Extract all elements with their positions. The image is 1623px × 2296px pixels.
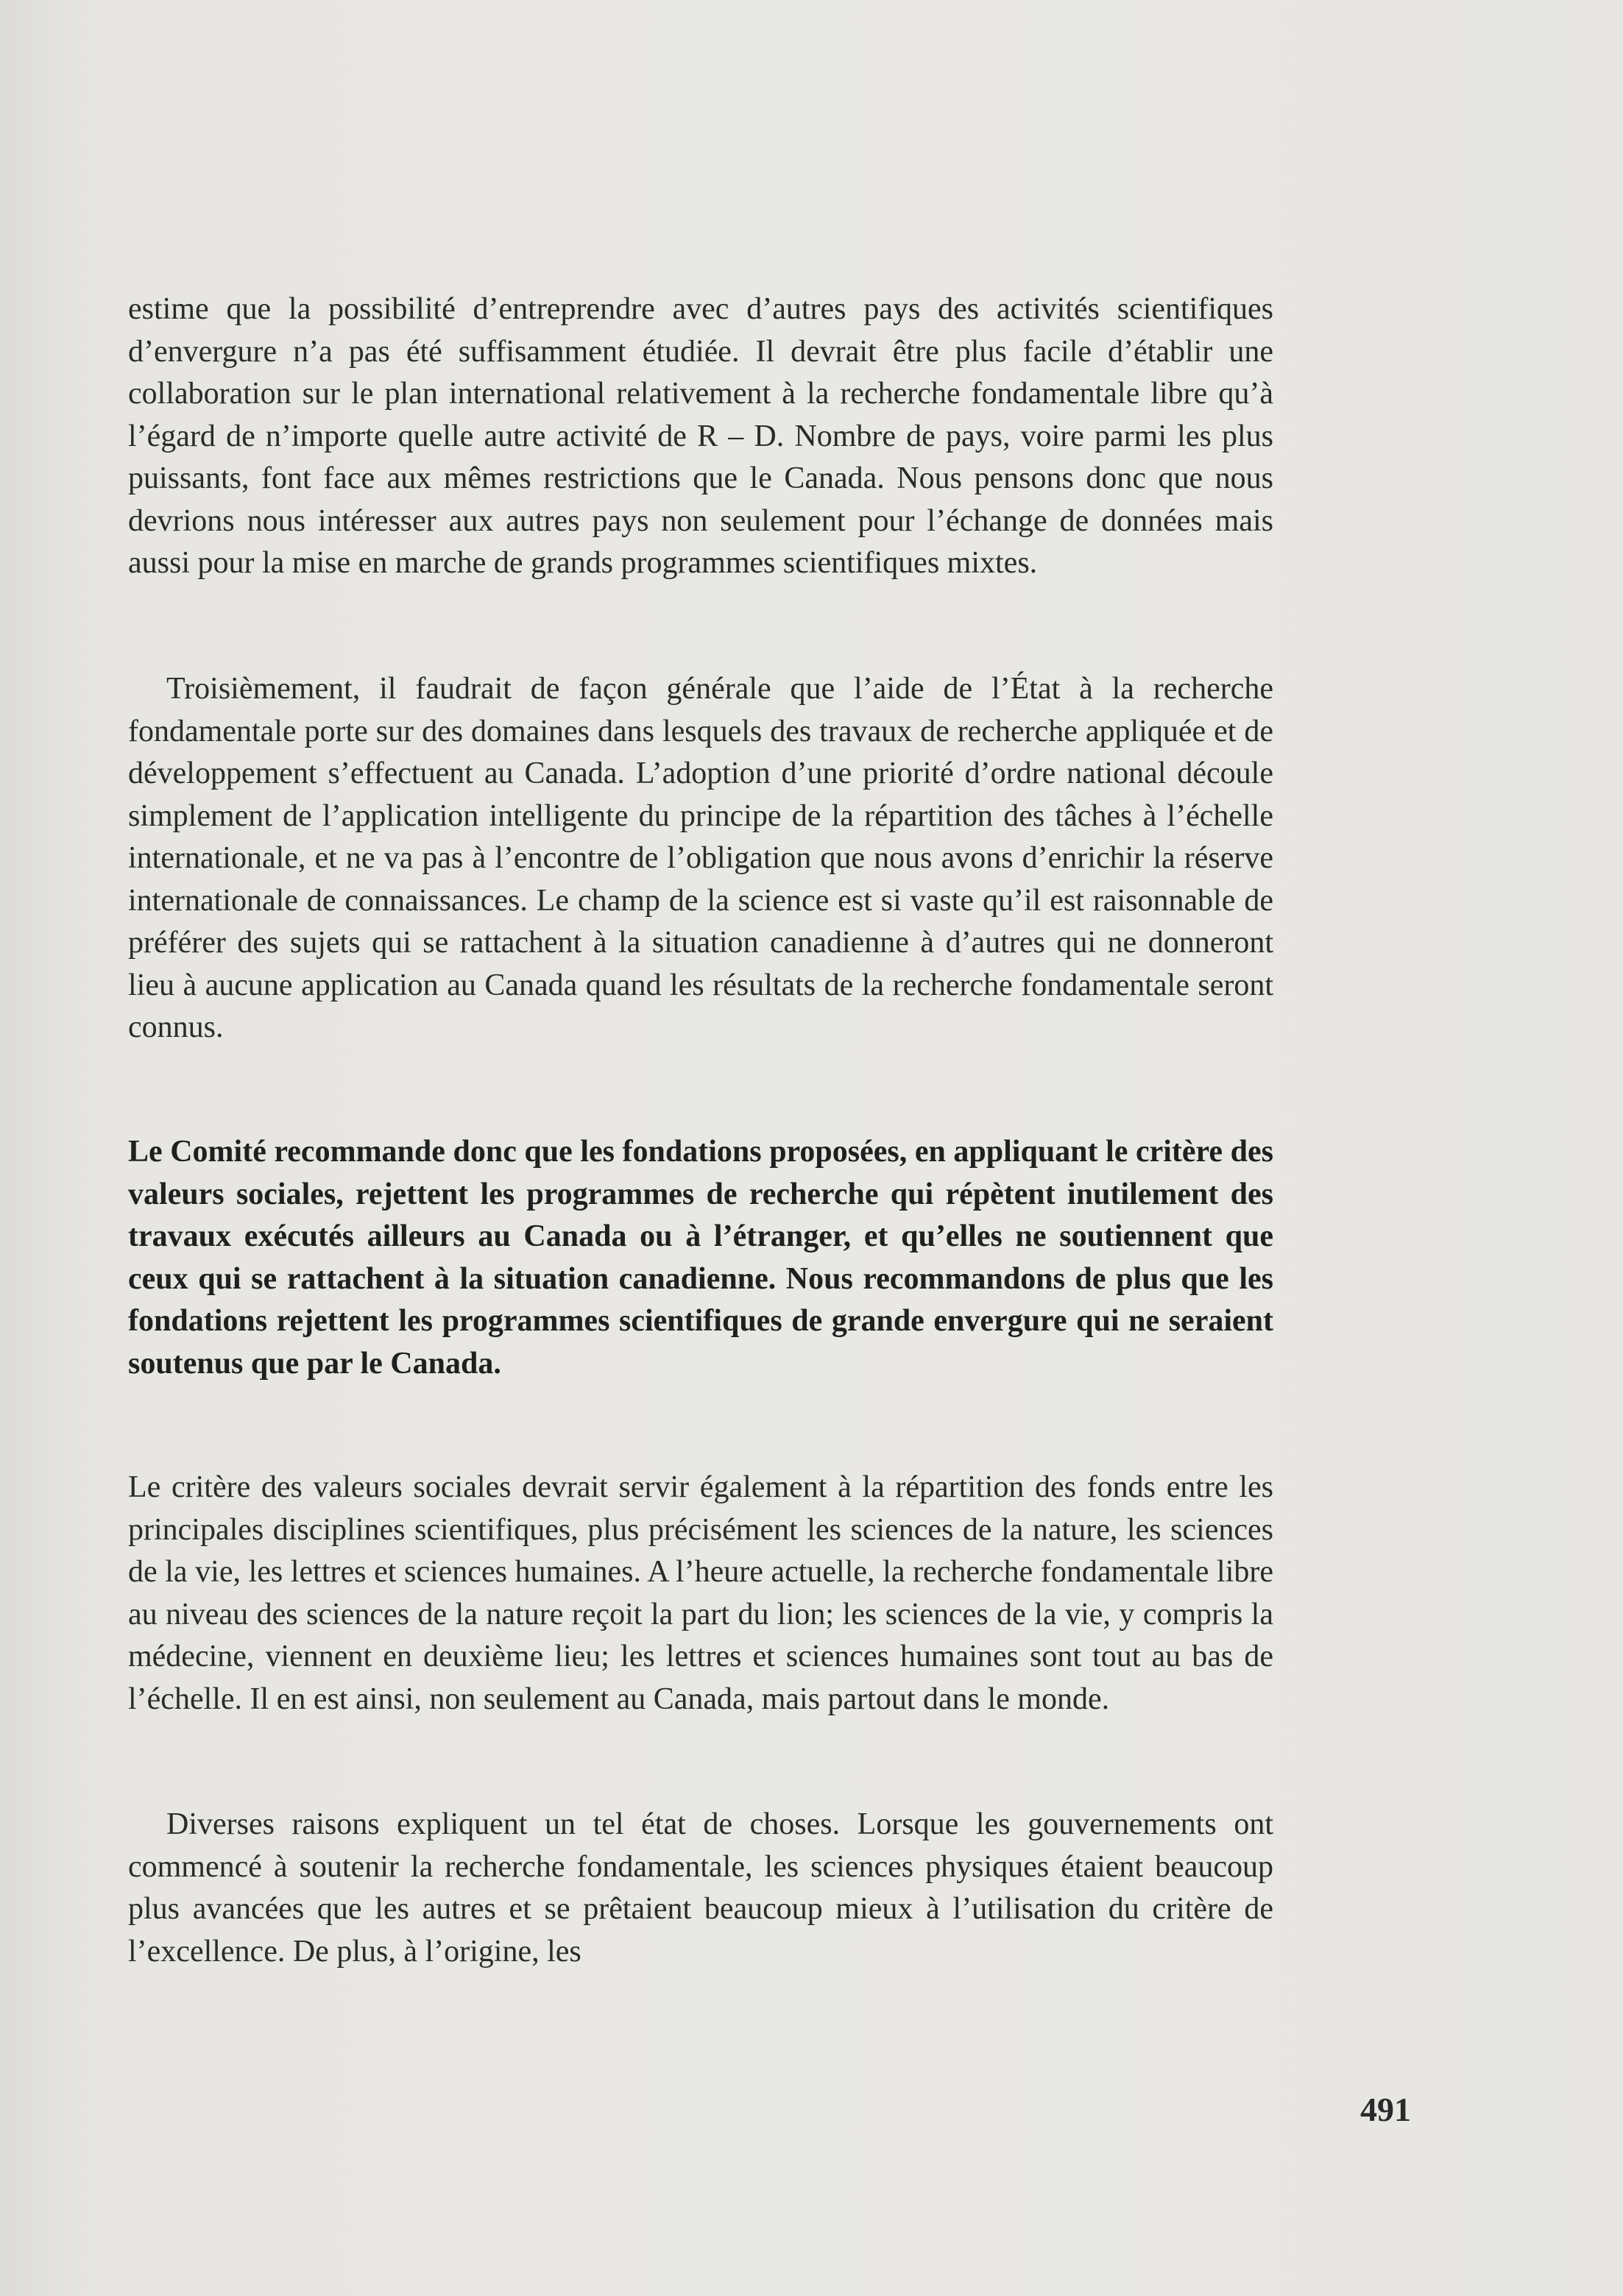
paragraph-social-values-criterion: Le critère des valeurs sociales devrait servir également à la répartition des fonds entre les principales disciplines scientifiques, plus précisément les sciences de la nature, les sciences de la vie, les lettres et sciences humaines. A l’heure actuelle, la recherche fondamentale libre au niveau des sciences de la nature reçoit la part du lion; les sciences de la vie, y compris la médecine, viennent en deuxième lieu; les lettres et sciences humaines sont tout au bas de l’échelle. Il en est ainsi, non seulement au Canada, mais partout dans le monde. (128, 1470, 1273, 1716)
paragraph-national-priority: Troisièmement, il faudrait de façon générale que l’aide de l’État à la recherche fondamentale porte sur des domaines dans lesquels des travaux de recherche appliquée et de développement s’effectuent au Canada. L’adoption d’une priorité d’ordre national découle simplement de l’application intelligente du principe de la répartition des tâches à l’échelle internationale, et ne va pas à l’encontre de l’obligation que nous avons d’enrichir la réserve internationale de connaissances. Le champ de la science est si vaste qu’il est raisonnable de préférer des sujets qui se rattachent à la situation canadienne à d’autres qui ne donneront lieu à aucune application au Canada quand les résultats de la recherche fondamentale seront connus. (128, 672, 1273, 1044)
paragraph-reasons: Diverses raisons expliquent un tel état de choses. Lorsque les gouvernements ont commencé à soutenir la recherche fondamentale, les sciences physiques étaient beaucoup plus avancées que les autres et se prêtaient beaucoup mieux à l’utilisation du critère de l’excellence. De plus, à l’origine, les (128, 1807, 1273, 1969)
page-number: 491 (1360, 2091, 1411, 2128)
paragraph-committee-recommendation: Le Comité recommande donc que les fondations proposées, en appliquant le critère des valeurs sociales, rejettent les programmes de recherche qui répètent inutilement des travaux exécutés ailleurs au Canada ou à l’étranger, et qu’elles ne soutiennent que ceux qui se rattachent à la situation canadienne. Nous recommandons de plus que les fondations rejettent les programmes scientifiques de grande envergure qui ne seraient soutenus que par le Canada. (128, 1135, 1273, 1381)
paragraph-international-collaboration: estime que la possibilité d’entreprendre avec d’autres pays des activités scientifiques d’envergure n’a pas été suffisamment étudiée. Il devrait être plus facile d’établir une collaboration sur le plan international relativement à la recherche fondamentale libre qu’à l’égard de n’importe quelle autre activité de R – D. Nombre de pays, voire parmi les plus puissants, font face aux mêmes restrictions que le Canada. Nous pensons donc que nous devrions nous intéresser aux autres pays non seulement pour l’échange de données mais aussi pour la mise en marche de grands programmes scientifiques mixtes. (128, 292, 1273, 580)
